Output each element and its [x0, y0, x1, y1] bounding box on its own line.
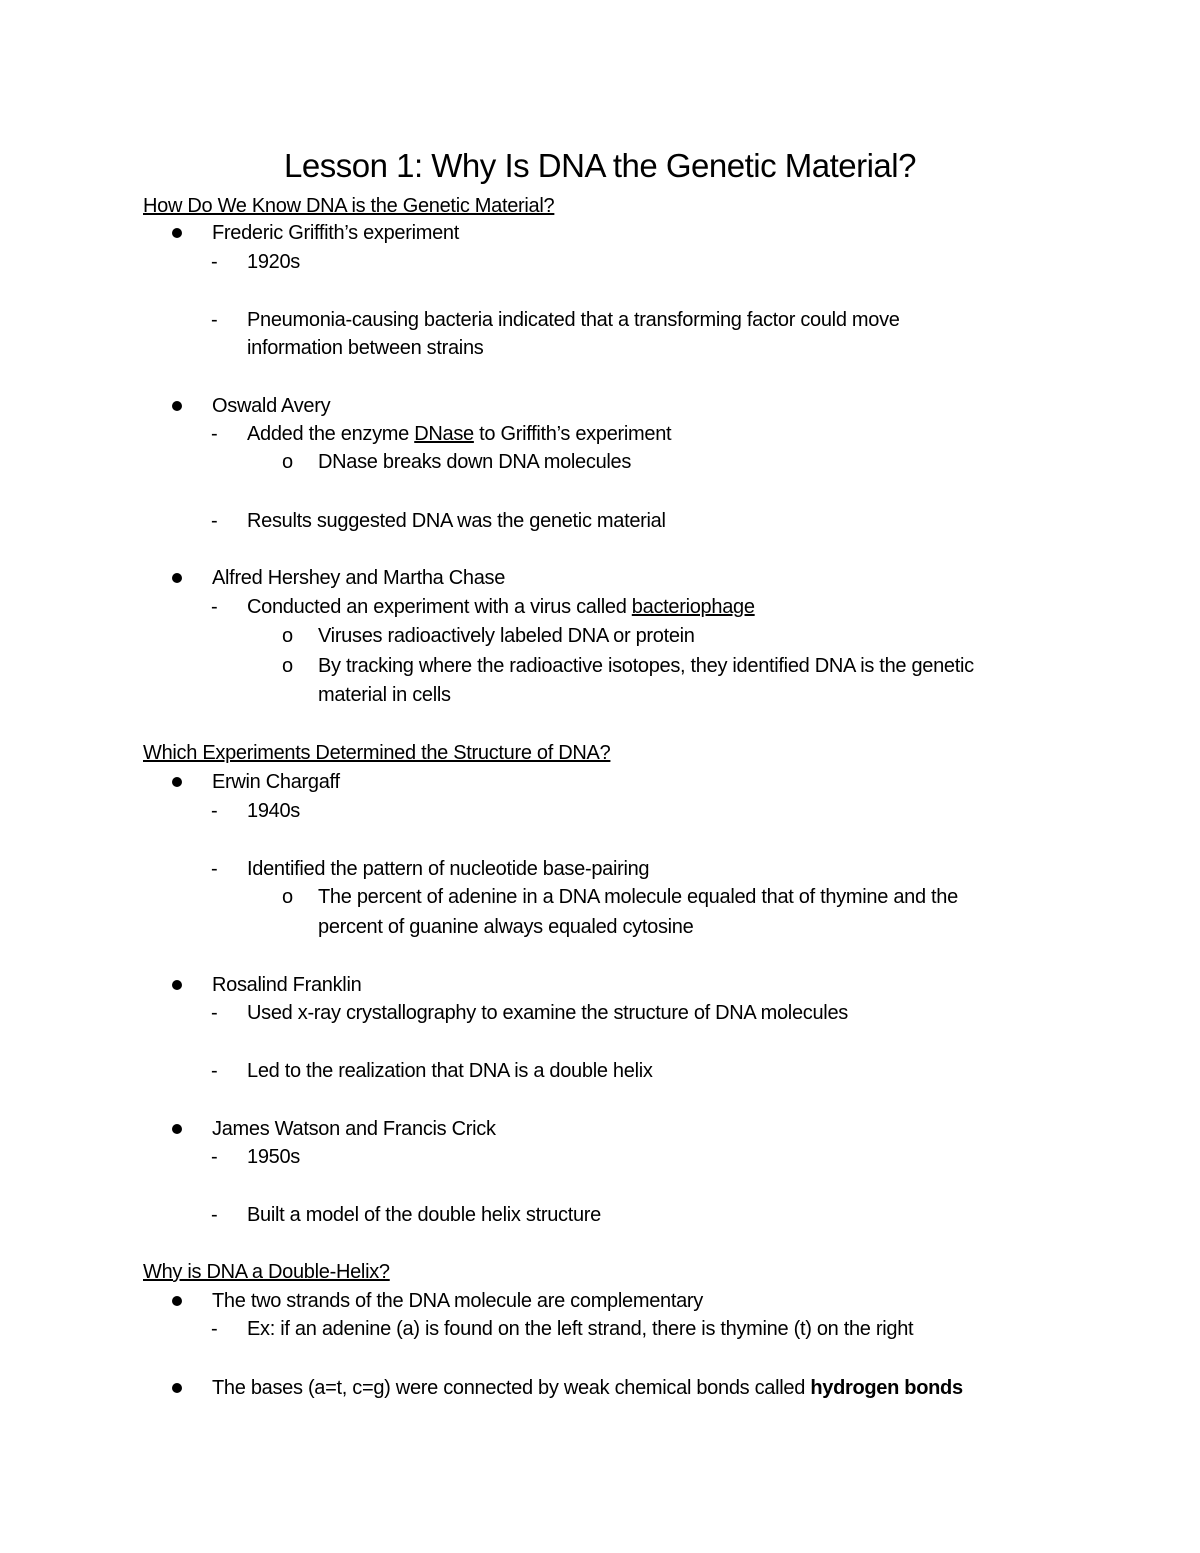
chargaff-date: 1940s	[247, 800, 300, 822]
term-dnase: DNase	[414, 423, 474, 445]
hershey-sub2-line2: material in cells	[318, 684, 451, 706]
chargaff-sub-line2: percent of guanine always equaled cytosine	[318, 916, 694, 938]
circle-bullet-icon: o	[282, 886, 294, 908]
term-hydrogen-bonds: hydrogen bonds	[810, 1377, 963, 1399]
bullet-complementary: The two strands of the DNA molecule are complementary	[212, 1290, 703, 1312]
bullet-avery: Oswald Avery	[212, 395, 331, 417]
avery-method: Added the enzyme DNase to Griffith’s experiment	[247, 423, 672, 445]
franklin-result: Led to the realization that DNA is a double helix	[247, 1060, 653, 1082]
dash-icon: -	[211, 1318, 218, 1340]
bullet-icon	[172, 401, 182, 411]
bullet-hydrogen-bonds: The bases (a=t, c=g) were connected by weak chemical bonds called hydrogen bonds	[212, 1377, 963, 1399]
hershey-experiment: Conducted an experiment with a virus called bacteriophage	[247, 596, 755, 618]
hershey-sub2-line1: By tracking where the radioactive isotopes, they identified DNA is the genetic	[318, 655, 974, 677]
dash-icon: -	[211, 1060, 218, 1082]
complementary-example: Ex: if an adenine (a) is found on the left strand, there is thymine (t) on the right	[247, 1318, 914, 1340]
dash-icon: -	[211, 423, 218, 445]
bullet-hershey-chase: Alfred Hershey and Martha Chase	[212, 567, 506, 589]
dash-icon: -	[211, 858, 218, 880]
bullet-griffith: Frederic Griffith’s experiment	[212, 222, 460, 244]
dash-icon: -	[211, 510, 218, 532]
griffith-finding-line1: Pneumonia-causing bacteria indicated that a transforming factor could move	[247, 309, 900, 331]
bullet-watson-crick: James Watson and Francis Crick	[212, 1118, 496, 1140]
dnase-note: DNase breaks down DNA molecules	[318, 451, 632, 473]
section-heading-structure: Which Experiments Determined the Structure of DNA?	[143, 742, 611, 764]
circle-bullet-icon: o	[282, 655, 294, 677]
avery-result: Results suggested DNA was the genetic material	[247, 510, 666, 532]
griffith-finding-line2: information between strains	[247, 337, 484, 359]
page-title: Lesson 1: Why Is DNA the Genetic Material?	[284, 147, 916, 184]
dash-icon: -	[211, 1002, 218, 1024]
bullet-icon	[172, 777, 182, 787]
section-heading-genetic-material: How Do We Know DNA is the Genetic Material?	[143, 195, 555, 217]
bullet-icon	[172, 1124, 182, 1134]
watson-crick-date: 1950s	[247, 1146, 300, 1168]
bullet-icon	[172, 980, 182, 990]
dash-icon: -	[211, 251, 218, 273]
circle-bullet-icon: o	[282, 625, 294, 647]
bullet-icon	[172, 1383, 182, 1393]
circle-bullet-icon: o	[282, 451, 294, 473]
bullet-chargaff: Erwin Chargaff	[212, 771, 340, 793]
dash-icon: -	[211, 800, 218, 822]
franklin-method: Used x-ray crystallography to examine the structure of DNA molecules	[247, 1002, 848, 1024]
chargaff-sub-line1: The percent of adenine in a DNA molecule equaled that of thymine and the	[318, 886, 958, 908]
dash-icon: -	[211, 1146, 218, 1168]
dash-icon: -	[211, 309, 218, 331]
watson-crick-result: Built a model of the double helix structure	[247, 1204, 601, 1226]
bullet-icon	[172, 1296, 182, 1306]
griffith-date: 1920s	[247, 251, 300, 273]
section-heading-double-helix: Why is DNA a Double-Helix?	[143, 1261, 390, 1283]
dash-icon: -	[211, 596, 218, 618]
term-bacteriophage: bacteriophage	[631, 596, 755, 618]
dash-icon: -	[211, 1204, 218, 1226]
bullet-franklin: Rosalind Franklin	[212, 974, 362, 996]
hershey-sub1: Viruses radioactively labeled DNA or protein	[318, 625, 695, 647]
chargaff-finding: Identified the pattern of nucleotide base-pairing	[247, 858, 650, 880]
bullet-icon	[172, 228, 182, 238]
bullet-icon	[172, 573, 182, 583]
